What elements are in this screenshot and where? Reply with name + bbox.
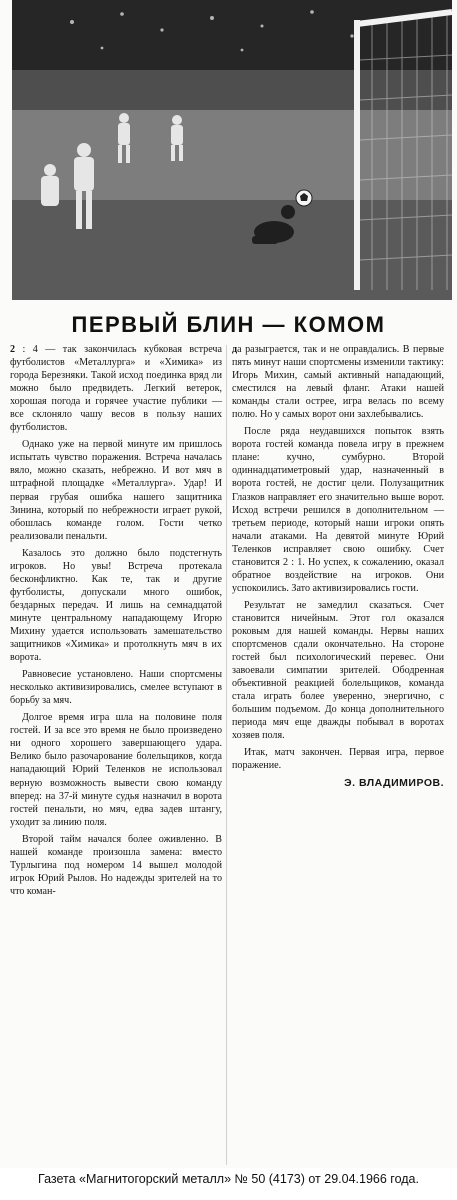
match-photo <box>12 0 452 300</box>
paragraph: 2 : 4 — так закончилась кубковая встреча футболистов «Металлурга» и «Химика» из города Березняки. Такой исход поединка вряд ли можно было предвидеть. Легкий ветерок, хорошая погода и горячее участие публики — все склоняло чашу весов в пользу наших футболистов. <box>10 344 222 434</box>
paragraph: Равновесие установлено. Наши спортсмены несколько активизировались, смелее вступают в борьбу за мяч. <box>10 669 222 707</box>
source-caption: Газета «Магнитогорский металл» № 50 (4173) от 29.04.1966 года. <box>38 1172 419 1186</box>
paragraph: Долгое время игра шла на половине поля гостей. И за все это время не было произведено ни одного хорошего завершающего удара. Велико было разочарование болельщиков, когда нападающий Юрий Теленков не использовал верную возможность вывести свою команду вперед: на 37-й минуте судья назначил в ворота гостей пенальти, но мяч, едва задев штангу, уходит за линию поля. <box>10 712 222 828</box>
article-column-left <box>10 343 222 902</box>
paragraph: Итак, матч закончен. Первая игра, первое поражение. <box>232 747 444 772</box>
author-signature: Э. ВЛАДИМИРОВ. <box>344 776 444 789</box>
paragraph: Результат не замедлил сказаться. Счет становится ничейным. Этот гол оказался роковым для нашей команды. Нервы наших спортсменов сдали окончательно. На стороне гостей был психологический перевес. Они завоевали симпатии зрителей. Ободренная объективной реакцией болельщиков, команда стала играть более уверенно, энергично, с большим подъемом. До конца дополнительного периода мяч еще дважды побывал в воротах хозяев поля. <box>232 599 444 742</box>
paragraph: После ряда неудавшихся попыток взять ворота гостей команда повела игру в прежнем плане: кучно, сумбурно. Второй одиннадцатиметровый удар, назначенный в ворота гостей, не достиг цели. Полузащитник Глазков направляет его значительно выше ворот. Исход встречи решился в дополнительном — третьем периоде, который наши игроки опять начали атаками. На девятой минуте Юрий Теленков исправляет свою ошибку. Счет становится 2 : 1. Но успех, к сожалению, оказал обратное воздействие на игроков. Они успокоились. Зато активизировались гости. <box>232 426 444 594</box>
column-divider <box>226 345 227 1165</box>
article-headline: ПЕРВЫЙ БЛИН — КОМОМ <box>71 312 386 337</box>
paragraph: Второй тайм начался более оживленно. В нашей команде произошла замена: вместо Турлыгина под номером 14 вышел молодой игрок Юрий Рылов. Но надежды зрителей на то что коман- <box>10 833 222 897</box>
paragraph: да разыграется, так и не оправдались. В первые пять минут наши спортсмены изменили тактику: Игорь Михин, самый активный нападающий, сместился на левый фланг. Атаки нашей команды стали острее, игра велась по всему полю. Но у самых ворот они захлебывались. <box>232 344 444 421</box>
article-column-right <box>232 343 444 790</box>
paragraph: Казалось это должно было подстегнуть игроков. Но увы! Встреча протекала бесконфликтно. Как те, так и другие футболисты, допускали много ошибок, бездарных передач. И лишь на семнадцатой минуте центральному нападающему Игорю Михину удается использовать замешательство защитников «Химика» и протолкнуть мяч в их ворота. <box>10 547 222 664</box>
match-photo-illustration <box>12 0 452 300</box>
paragraph: Однако уже на первой минуте им пришлось испытать чувство поражения. Встреча началась вяло, можно сказать, небрежно. И вот мяч в штрафной площадке «Металлурга». Удар! И первая грубая ошибка нашего защитника Зинина, который по небрежности играет рукой, обошлась команде голом. Гости четко реализовали пенальти. <box>10 439 222 542</box>
